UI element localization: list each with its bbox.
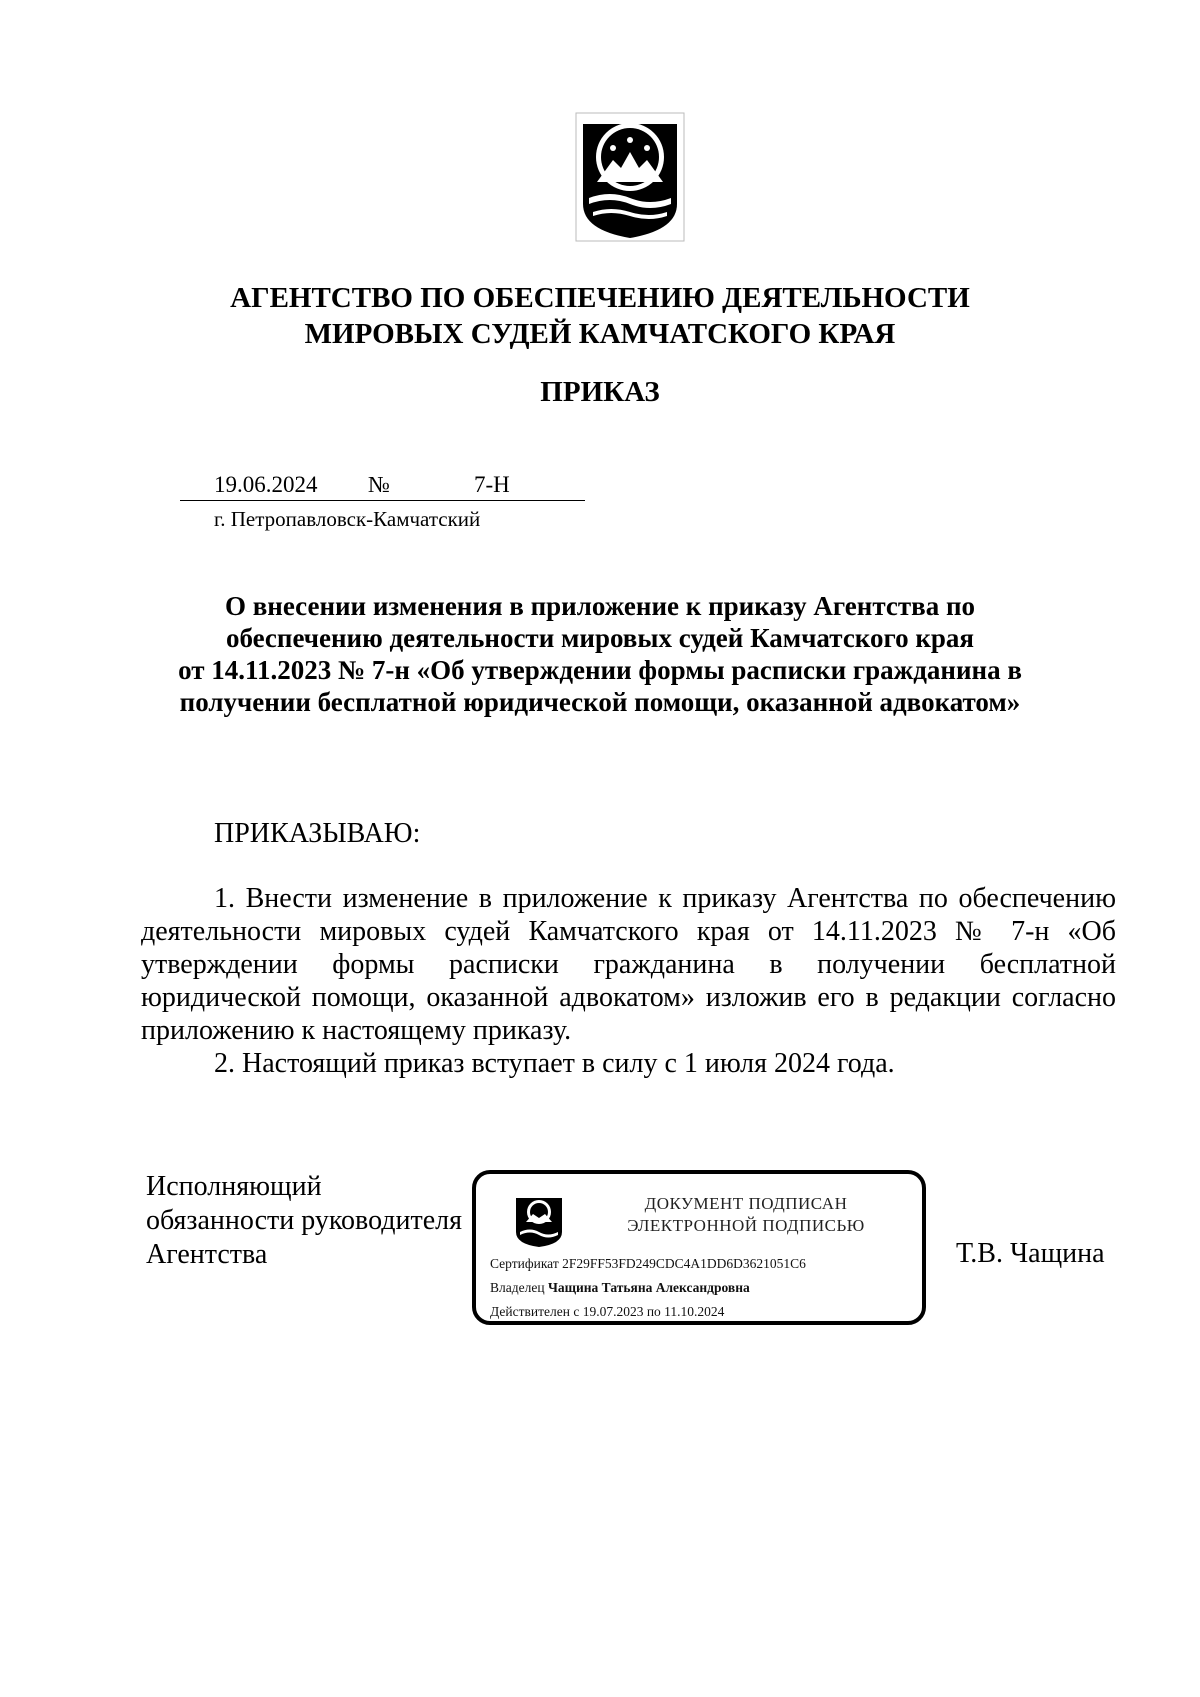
stamp-emblem-icon bbox=[512, 1192, 566, 1248]
stamp-certificate-label: Сертификат bbox=[490, 1256, 559, 1271]
signer-role-line: Исполняющий bbox=[146, 1171, 322, 1202]
paragraph-line: утверждении формы расписки гражданина в получении бесплатной bbox=[141, 949, 1116, 980]
paragraph-line: приложению к настоящему приказу. bbox=[141, 1015, 572, 1046]
order-date: 19.06.2024 bbox=[214, 472, 318, 497]
paragraph-line: 2. Настоящий приказ вступает в силу с 1 июля 2024 года. bbox=[214, 1048, 895, 1079]
document-type-title: ПРИКАЗ bbox=[540, 376, 660, 408]
stamp-validity-label: Действителен bbox=[490, 1304, 570, 1319]
stamp-owner bbox=[490, 1280, 750, 1296]
paragraph-line: деятельности мировых судей Камчатского края от 14.11.2023 № 7-н «Об bbox=[141, 916, 1116, 947]
stamp-validity-to: 11.10.2024 bbox=[664, 1304, 725, 1319]
coat-of-arms-icon bbox=[575, 112, 685, 242]
signer-name: Т.В. Чащина bbox=[956, 1238, 1105, 1269]
stamp-certificate bbox=[490, 1256, 806, 1272]
paragraph-line: юридической помощи, оказанной адвокатом» изложив его в редакции согласно bbox=[141, 982, 1116, 1013]
signer-role-line: обязанности руководителя bbox=[146, 1205, 463, 1236]
stamp-certificate-value: 2F29FF53FD249CDC4A1DD6D3621051C6 bbox=[562, 1256, 806, 1271]
subject-line: обеспечению деятельности мировых судей Камчатского края bbox=[225, 623, 975, 653]
stamp-heading: ДОКУМЕНТ ПОДПИСАН bbox=[644, 1194, 848, 1213]
order-number: 7-Н bbox=[474, 472, 510, 497]
subject-line: от 14.11.2023 № 7-н «Об утверждении формы расписки гражданина в bbox=[178, 655, 1022, 685]
agency-name-line: АГЕНТСТВО ПО ОБЕСПЕЧЕНИЮ ДЕЯТЕЛЬНОСТИ bbox=[230, 282, 970, 314]
stamp-heading: ЭЛЕКТРОННОЙ ПОДПИСЬЮ bbox=[627, 1216, 865, 1235]
subject-line: О внесении изменения в приложение к приказу Агентства по bbox=[224, 591, 976, 621]
order-city: г. Петропавловск-Камчатский bbox=[214, 507, 481, 531]
decree-word: ПРИКАЗЫВАЮ: bbox=[214, 818, 421, 849]
stamp-validity bbox=[490, 1304, 724, 1320]
signer-role-line: Агентства bbox=[146, 1239, 268, 1270]
stamp-validity-from: 19.07.2023 bbox=[582, 1304, 644, 1319]
subject-line: получении бесплатной юридической помощи, оказанной адвокатом» bbox=[179, 687, 1021, 717]
agency-name-line: МИРОВЫХ СУДЕЙ КАМЧАТСКОГО КРАЯ bbox=[304, 318, 896, 350]
electronic-signature-stamp bbox=[472, 1170, 926, 1325]
stamp-validity-to-word: по bbox=[646, 1304, 661, 1319]
number-sign: № bbox=[368, 472, 390, 497]
date-number-underline bbox=[180, 500, 585, 501]
paragraph-line: 1. Внести изменение в приложение к приказу Агентства по обеспечению bbox=[214, 883, 1116, 914]
stamp-owner-label: Владелец bbox=[490, 1280, 545, 1295]
stamp-owner-value: Чащина Татьяна Александровна bbox=[547, 1280, 750, 1295]
stamp-validity-from-word: с bbox=[573, 1304, 580, 1319]
